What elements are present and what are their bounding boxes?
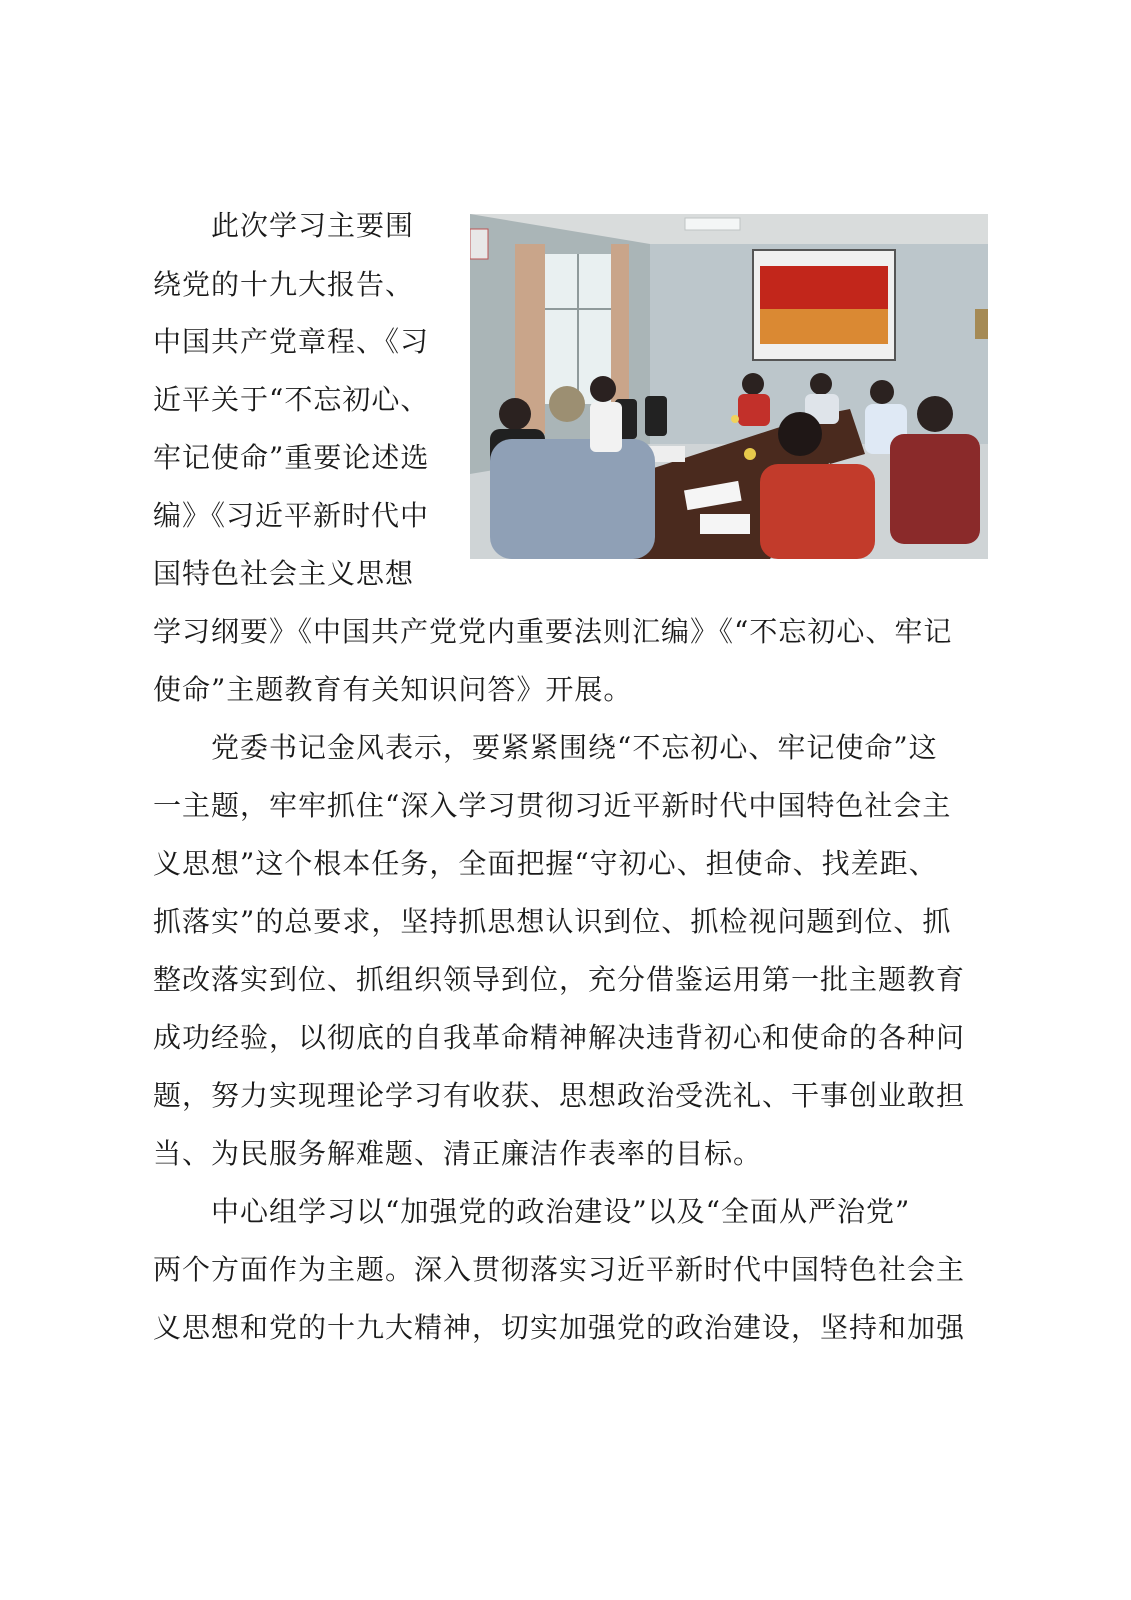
text-line: 绕党的十九大报告、 xyxy=(153,268,415,301)
text-line: 当、为民服务解难题、清正廉洁作表率的目标。 xyxy=(153,1137,763,1170)
text-line: 义思想”这个根本任务，全面把握“守初心、担使命、找差距、 xyxy=(153,847,938,880)
text-line: 近平关于“不忘初心、 xyxy=(153,383,430,416)
text-line: 题，努力实现理论学习有收获、思想政治受洗礼、干事创业敢担 xyxy=(153,1079,966,1112)
text-line: 国特色社会主义思想 xyxy=(153,557,415,590)
text-line: 义思想和党的十九大精神，切实加强党的政治建设，坚持和加强 xyxy=(153,1311,966,1344)
text-line: 中国共产党章程、《习 xyxy=(153,325,430,358)
text-line: 学习纲要》《中国共产党党内重要法则汇编》《“不忘初心、牢记 xyxy=(153,615,953,648)
text-line: 此次学习主要围 xyxy=(153,209,415,242)
meeting-photo xyxy=(470,214,988,559)
text-line: 整改落实到位、抓组织领导到位，充分借鉴运用第一批主题教育 xyxy=(153,963,966,996)
text-line: 使命”主题教育有关知识问答》开展。 xyxy=(153,673,633,706)
text-line: 牢记使命”重要论述选 xyxy=(153,441,430,474)
text-line: 两个方面作为主题。深入贯彻落实习近平新时代中国特色社会主 xyxy=(153,1253,966,1286)
text-line: 成功经验，以彻底的自我革命精神解决违背初心和使命的各种问 xyxy=(153,1021,966,1054)
text-line: 抓落实”的总要求，坚持抓思想认识到位、抓检视问题到位、抓 xyxy=(153,905,952,938)
text-line: 编》《习近平新时代中 xyxy=(153,499,430,532)
text-line: 一主题，牢牢抓住“深入学习贯彻习近平新时代中国特色社会主 xyxy=(153,789,952,822)
text-line: 党委书记金风表示，要紧紧围绕“不忘初心、牢记使命”这 xyxy=(153,731,938,764)
text-line: 中心组学习以“加强党的政治建设”以及“全面从严治党” xyxy=(153,1195,911,1228)
